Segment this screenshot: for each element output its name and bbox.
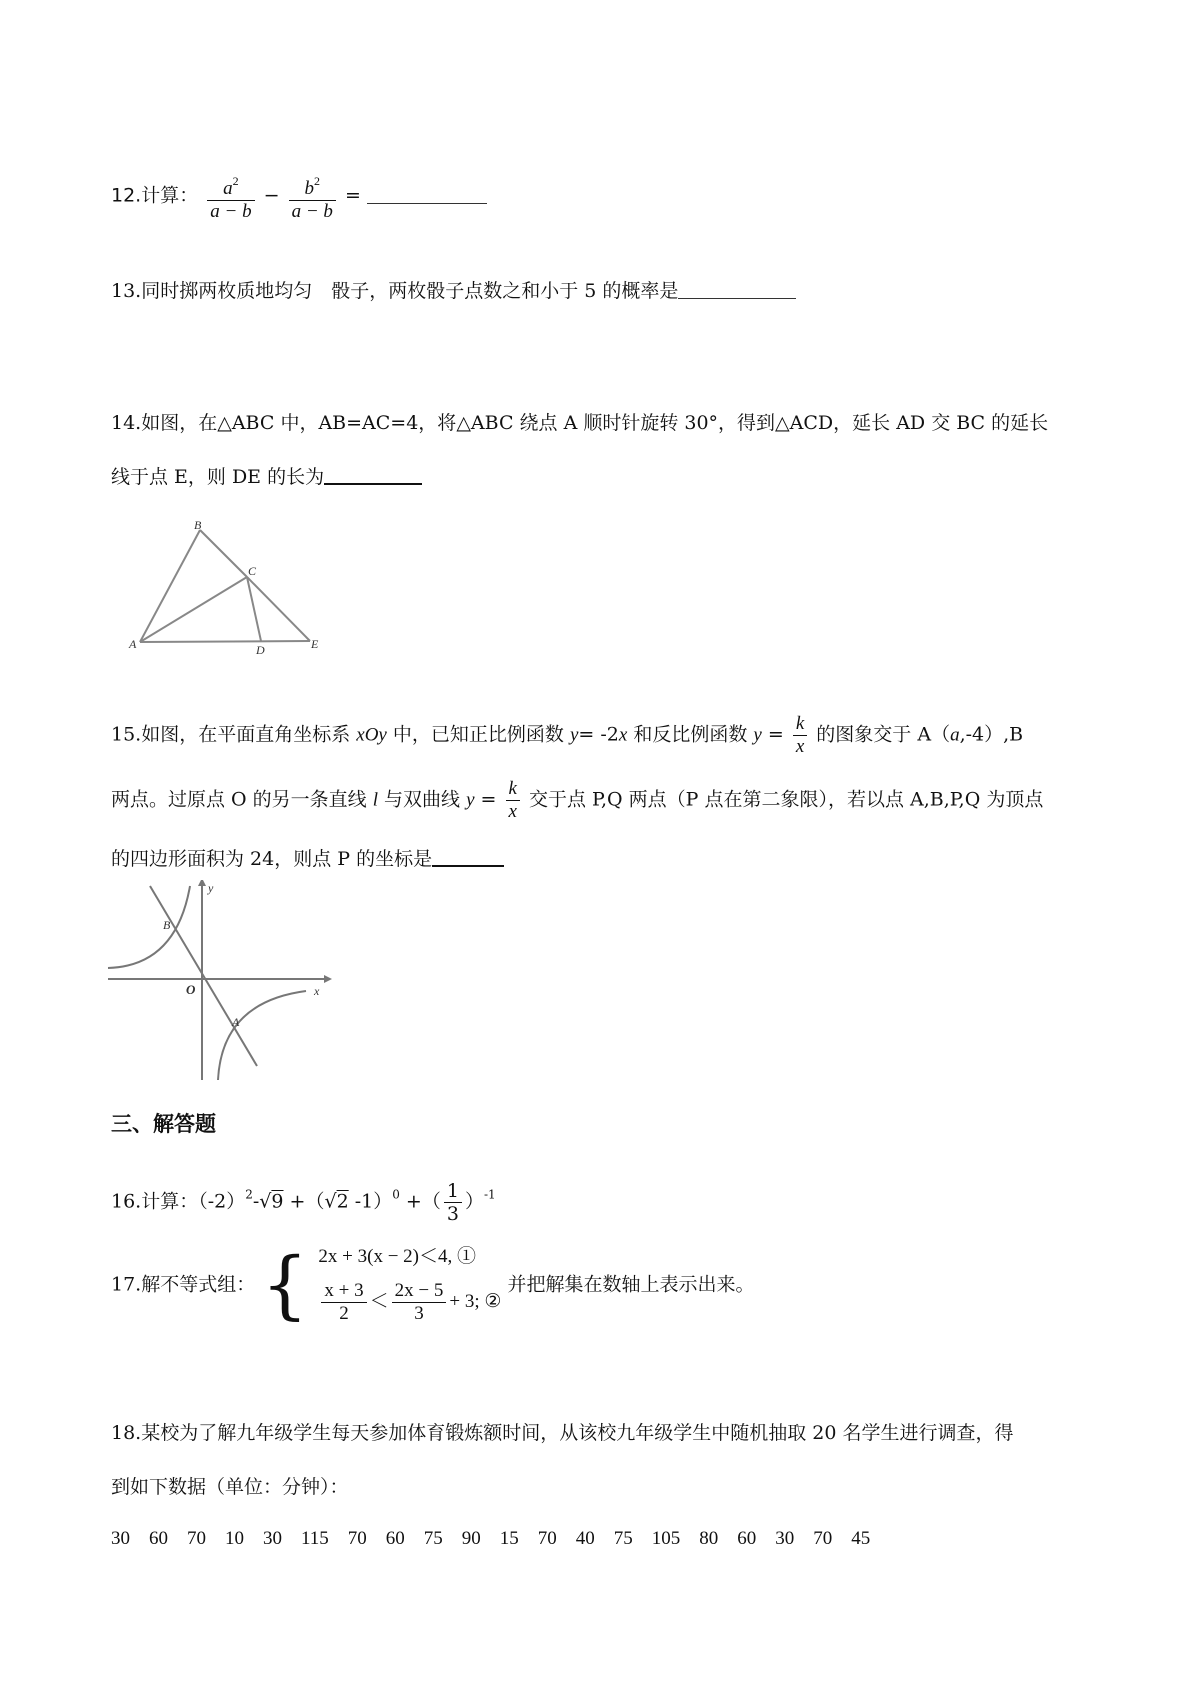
segment-cd xyxy=(247,577,261,641)
question-16: 16.计算：$(-2)^2-√9 +(√2$ -1）$^0$ +（ $\frac{1}{3}$ ）$^{-1}$ xyxy=(111,1180,496,1225)
one-third-fraction: $\frac{1}{3}$ xyxy=(444,1180,462,1225)
hyperbola-branch-right xyxy=(218,991,306,1080)
question-15-line-1: 15.如图，在平面直角坐标系 xOy 中，已知正比例函数 y= -2x 和反比例函数 y = $\frac{k}{x}$ 的图象交于 A（a,-4）,B xyxy=(111,713,1024,757)
origin-label: O xyxy=(186,982,196,997)
sqrt-9: √9 xyxy=(259,1190,284,1213)
question-18-data: 30 60 70 10 30 115 70 60 75 90 15 70 40 75 105 80 60 30 70 45 xyxy=(111,1528,871,1549)
question-18-line-2: 到如下数据（单位：分钟）： xyxy=(111,1476,349,1498)
segment-ab xyxy=(140,530,200,642)
question-14-line-1: 14.如图，在△ABC 中，AB=AC=4，将△ABC 绕点 A 顺时针旋转 30°，得到△ACD，延长 AD 交 BC 的延长 xyxy=(111,412,1049,434)
point-label-a: A xyxy=(232,1015,240,1029)
question-15-line-2: 两点。过原点 O 的另一条直线 l 与双曲线 y = $\frac{k}{x}$ 交于点 P,Q 两点（P 点在第二象限），若以点 A,B,P,Q 为顶点 xyxy=(111,778,1044,822)
triangle-figure xyxy=(128,520,328,660)
answer-blank[interactable] xyxy=(324,465,422,485)
inequality-1: 2x + 3(x − 2)＜4, ① xyxy=(318,1246,476,1267)
answer-blank[interactable] xyxy=(367,185,487,204)
question-18-line-1: 18.某校为了解九年级学生每天参加体育锻炼额时间，从该校九年级学生中随机抽取 20 名学生进行调查，得 xyxy=(111,1422,1014,1444)
q12-fraction-1: $\frac{a^2}{a - b}$ xyxy=(207,170,254,223)
hyperbola-branch-left xyxy=(108,886,190,968)
coordinate-figure xyxy=(106,880,336,1090)
question-12: 12.计算： $\frac{a^2}{a - b}$ − $\frac{b^2}{a - b}$ = xyxy=(111,170,487,223)
brace-icon: { xyxy=(261,1241,309,1328)
question-17: 17.解不等式组： { 2x + 3(x − 2)＜4, ① $\frac{x + 3}{2}$ ＜ $\frac{2x - 5}{3}$ + 3; ② 并把解集在数轴上表示出来。 xyxy=(111,1241,755,1328)
point-label-d: D xyxy=(256,643,265,657)
question-15-line-3: 的四边形面积为 24，则点 P 的坐标是 xyxy=(111,846,504,872)
inequality-system xyxy=(318,1244,501,1325)
point-label-c: C xyxy=(248,564,257,578)
line-y-minus-2x xyxy=(150,886,257,1066)
q12-label: 12.计算： xyxy=(111,184,199,207)
k-over-x-fraction: $\frac{k}{x}$ xyxy=(506,778,520,823)
point-label-e: E xyxy=(311,637,319,651)
point-label-b: B xyxy=(194,520,202,532)
segment-ce xyxy=(247,577,310,641)
y-axis-arrow-icon xyxy=(198,880,206,886)
q12-fraction-2: $\frac{b^2}{a - b}$ xyxy=(289,170,336,223)
point-label-b: B xyxy=(163,918,171,932)
axis-label-x: x xyxy=(314,984,320,998)
sqrt-2: √2 xyxy=(324,1190,349,1213)
k-over-x-fraction: $\frac{k}{x}$ xyxy=(793,713,807,758)
answer-blank[interactable] xyxy=(432,847,504,867)
x-axis-arrow-icon xyxy=(324,975,332,983)
section-heading: 三、解答题 xyxy=(111,1112,216,1136)
point-label-a: A xyxy=(129,637,137,651)
question-13: 13.同时掷两枚质地均匀 骰子，两枚骰子点数之和小于 5 的概率是 xyxy=(111,278,796,304)
segment-bc xyxy=(200,530,247,577)
segment-ac xyxy=(140,577,247,642)
answer-blank[interactable] xyxy=(678,280,796,299)
axis-label-y: y xyxy=(208,881,214,895)
inequality-2: $\frac{x + 3}{2}$ ＜ $\frac{2x - 5}{3}$ + 3; ② xyxy=(318,1280,501,1325)
segment-ae xyxy=(140,641,310,642)
question-14-line-2: 线于点 E，则 DE 的长为 xyxy=(111,464,422,490)
